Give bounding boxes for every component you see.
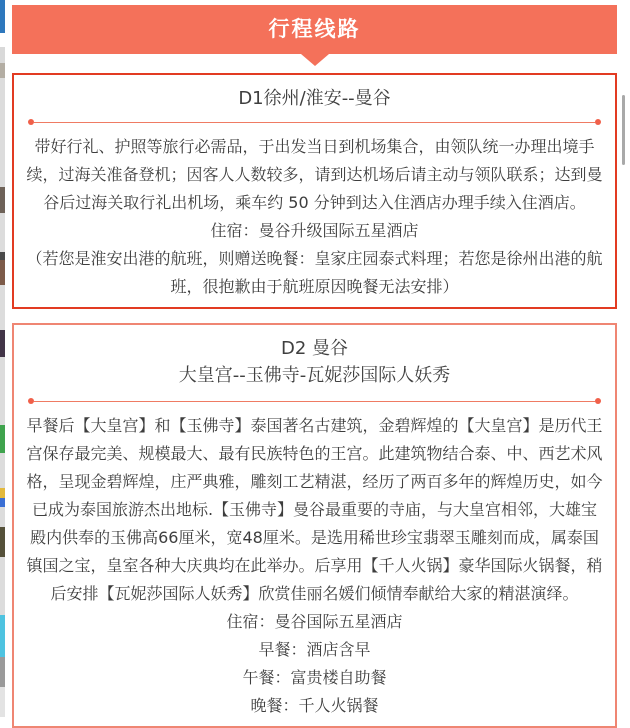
left-edge-strip-fragment <box>0 657 5 687</box>
day2-description: 早餐后【大皇宫】和【玉佛寺】泰国著名古建筑，金碧辉煌的【大皇宫】是历代王宫保存最完美、规模最大、最有民族特色的王宫。此建筑物结合泰、中、西艺术风格，呈现金碧辉煌，庄严典雅，雕刻工艺精湛，经历了两百多年的辉煌历史，如今已成为泰国旅游杰出地标.【玉佛寺】曼谷最重要的寺庙，与大皇宫相邻，大雄宝殿内供奉的玉佛高66厘米，宽48厘米。是选用稀世珍宝翡翠玉雕刻而成，属泰国镇国之宝，皇室各种大庆典均在此举办。后享用【千人火锅】豪华国际火锅餐，稍后安排【瓦妮莎国际人妖秀】欣赏佳丽名媛们倾情奉献给大家的精湛演绎。 <box>26 416 603 603</box>
day2-hotel-line: 住宿：曼谷国际五星酒店 <box>226 612 403 631</box>
itinerary-section <box>12 5 617 728</box>
day2-dinner-line: 晚餐：千人火锅餐 <box>250 696 379 715</box>
day-card-d1 <box>12 73 617 309</box>
day1-title: D1徐州/淮安--曼谷 <box>238 88 391 109</box>
left-edge-strip-fragment <box>0 252 5 260</box>
divider <box>28 398 601 404</box>
divider-dot-right <box>595 398 601 404</box>
left-edge-strip-fragment <box>0 425 5 453</box>
divider-dot-right <box>595 119 601 125</box>
left-edge-strip-fragment <box>0 507 5 527</box>
day2-breakfast-line: 早餐：酒店含早 <box>258 640 371 659</box>
left-edge-strip-fragment <box>0 557 5 615</box>
left-edge-strip-fragment <box>0 527 5 557</box>
left-edge-strip-fragment <box>0 488 5 498</box>
section-title: 行程线路 <box>268 17 361 41</box>
left-edge-strip-fragment <box>0 687 5 717</box>
left-edge-strip-fragment <box>0 330 5 357</box>
left-edge-strip-fragment <box>0 357 5 425</box>
left-edge-strip-fragment <box>0 498 5 507</box>
arrow-down-pointer-icon <box>301 54 329 66</box>
day1-description: 带好行礼、护照等旅行必需品，于出发当日到机场集合，由领队统一办理出境手续，过海关准备登机；因客人人数较多，请到达机场后请主动与领队联系；达到曼谷后过海关取行礼出机场，乘车约 50 分钟到达入住酒店办理手续入住酒店。 <box>26 137 603 212</box>
day-card-d2 <box>12 323 617 728</box>
day1-flight-note: （若您是淮安出港的航班，则赠送晚餐：皇家庄园泰式料理；若您是徐州出港的航班，很抱歉由于航班原因晚餐无法安排） <box>26 249 603 296</box>
left-edge-strip-fragment <box>0 453 5 488</box>
left-edge-strip-fragment <box>0 0 5 33</box>
section-header-banner <box>12 5 617 54</box>
left-edge-strip-fragment <box>0 213 5 252</box>
day1-hotel-line: 住宿：曼谷升级国际五星酒店 <box>210 221 419 240</box>
left-edge-strip-fragment <box>0 187 5 213</box>
day2-body <box>18 407 611 722</box>
left-edge-strip-fragment <box>0 260 5 285</box>
divider-line <box>34 122 595 123</box>
left-edge-strip-fragment <box>0 78 5 187</box>
divider-line <box>34 401 595 402</box>
left-edge-strip <box>0 0 5 717</box>
left-edge-strip-fragment <box>0 33 5 47</box>
left-edge-strip-fragment <box>0 615 5 657</box>
divider <box>28 119 601 125</box>
scrollbar-thumb[interactable] <box>622 95 625 165</box>
day2-title: D2 曼谷 <box>280 338 349 359</box>
left-edge-strip-fragment <box>0 47 5 63</box>
day2-lunch-line: 午餐：富贵楼自助餐 <box>242 668 387 687</box>
left-edge-strip-fragment <box>0 285 5 330</box>
day1-body <box>18 128 611 303</box>
left-edge-strip-fragment <box>0 63 5 78</box>
day2-subtitle: 大皇宫--玉佛寺-瓦妮莎国际人妖秀 <box>178 365 451 386</box>
